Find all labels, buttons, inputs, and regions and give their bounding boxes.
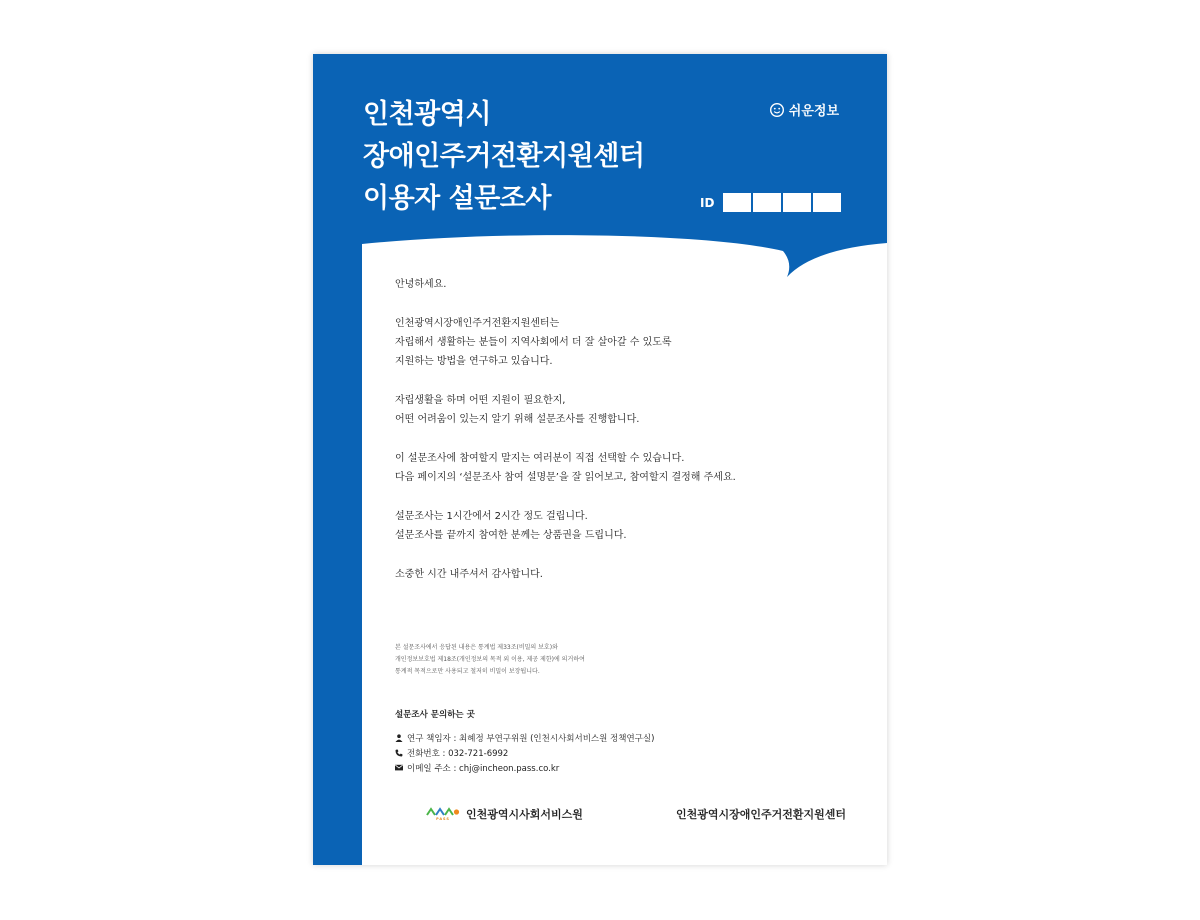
phone-icon [395, 749, 406, 757]
org1-name: 인천광역시사회서비스원 [466, 808, 583, 821]
title-line: 장애인주거전환지원센터 [363, 141, 645, 172]
paragraph [395, 314, 835, 371]
contact-researcher [395, 730, 835, 745]
contact-email [395, 760, 835, 775]
text-line: 소중한 시간 내주셔서 감사합니다. [395, 569, 543, 580]
notice-line: 통계적 목적으로만 사용되고 철저히 비밀이 보장됩니다. [395, 668, 540, 675]
paragraph [395, 565, 835, 584]
text-line: 지원하는 방법을 연구하고 있습니다. [395, 356, 553, 367]
mail-icon [395, 764, 406, 771]
id-label: ID [700, 195, 715, 210]
page-title [363, 94, 644, 220]
id-box[interactable] [813, 193, 841, 212]
person-icon [395, 734, 406, 742]
privacy-notice [395, 642, 835, 678]
text-line: 설문조사는 1시간에서 2시간 정도 걸립니다. [395, 511, 588, 522]
footer [426, 806, 846, 822]
text-line: 설문조사를 끝까지 참여한 분께는 상품권을 드립니다. [395, 530, 627, 541]
contact-section [395, 708, 835, 775]
title-line: 인천광역시 [363, 99, 491, 130]
text-line: 이 설문조사에 참여할지 말지는 여러분이 직접 선택할 수 있습니다. [395, 453, 685, 464]
paragraph [395, 449, 835, 487]
smile-icon [769, 102, 785, 118]
text-line: 자립생활을 하며 어떤 지원이 필요한지, [395, 395, 566, 406]
id-box[interactable] [783, 193, 811, 212]
id-box[interactable] [723, 193, 751, 212]
notice-line: 개인정보보호법 제18조(개인정보의 목적 외 이용, 제공 제한)에 의거하여 [395, 656, 585, 663]
text-line: 다음 페이지의 ‘설문조사 참여 설명문’을 잘 읽어보고, 참여할지 결정해 주세요. [395, 472, 736, 483]
intro-text [395, 275, 835, 604]
id-box[interactable] [753, 193, 781, 212]
contact-title: 설문조사 문의하는 곳 [395, 710, 475, 720]
email-text[interactable]: 이메일 주소 : chj@incheon.pass.co.kr [407, 763, 560, 774]
survey-document [313, 54, 887, 865]
easy-info-label: 쉬운정보 [788, 104, 839, 119]
logo-subtext: PASS [436, 817, 450, 821]
researcher-text: 연구 책임자 : 최혜정 부연구위원 (인천시사회서비스원 정책연구실) [407, 733, 655, 744]
contact-phone [395, 745, 835, 760]
text-line: 인천광역시장애인주거전환지원센터는 [395, 318, 560, 329]
title-line: 이용자 설문조사 [363, 183, 551, 214]
pass-logo [426, 807, 460, 821]
org1 [426, 806, 583, 822]
paragraph [395, 391, 835, 429]
text-line: 자립해서 생활하는 분들이 지역사회에서 더 잘 살아갈 수 있도록 [395, 337, 672, 348]
text-line: 어떤 어려움이 있는지 알기 위해 설문조사를 진행합니다. [395, 414, 640, 425]
paragraph [395, 507, 835, 545]
phone-text[interactable]: 전화번호 : 032-721-6992 [407, 748, 509, 759]
text-line: 안녕하세요. [395, 279, 447, 290]
id-field [700, 193, 843, 212]
paragraph [395, 275, 835, 294]
org2-name: 인천광역시장애인주거전환지원센터 [675, 808, 846, 821]
easy-info-badge [769, 100, 839, 119]
notice-line: 본 설문조사에서 응답된 내용은 통계법 제33조(비밀의 보호)와 [395, 644, 558, 651]
